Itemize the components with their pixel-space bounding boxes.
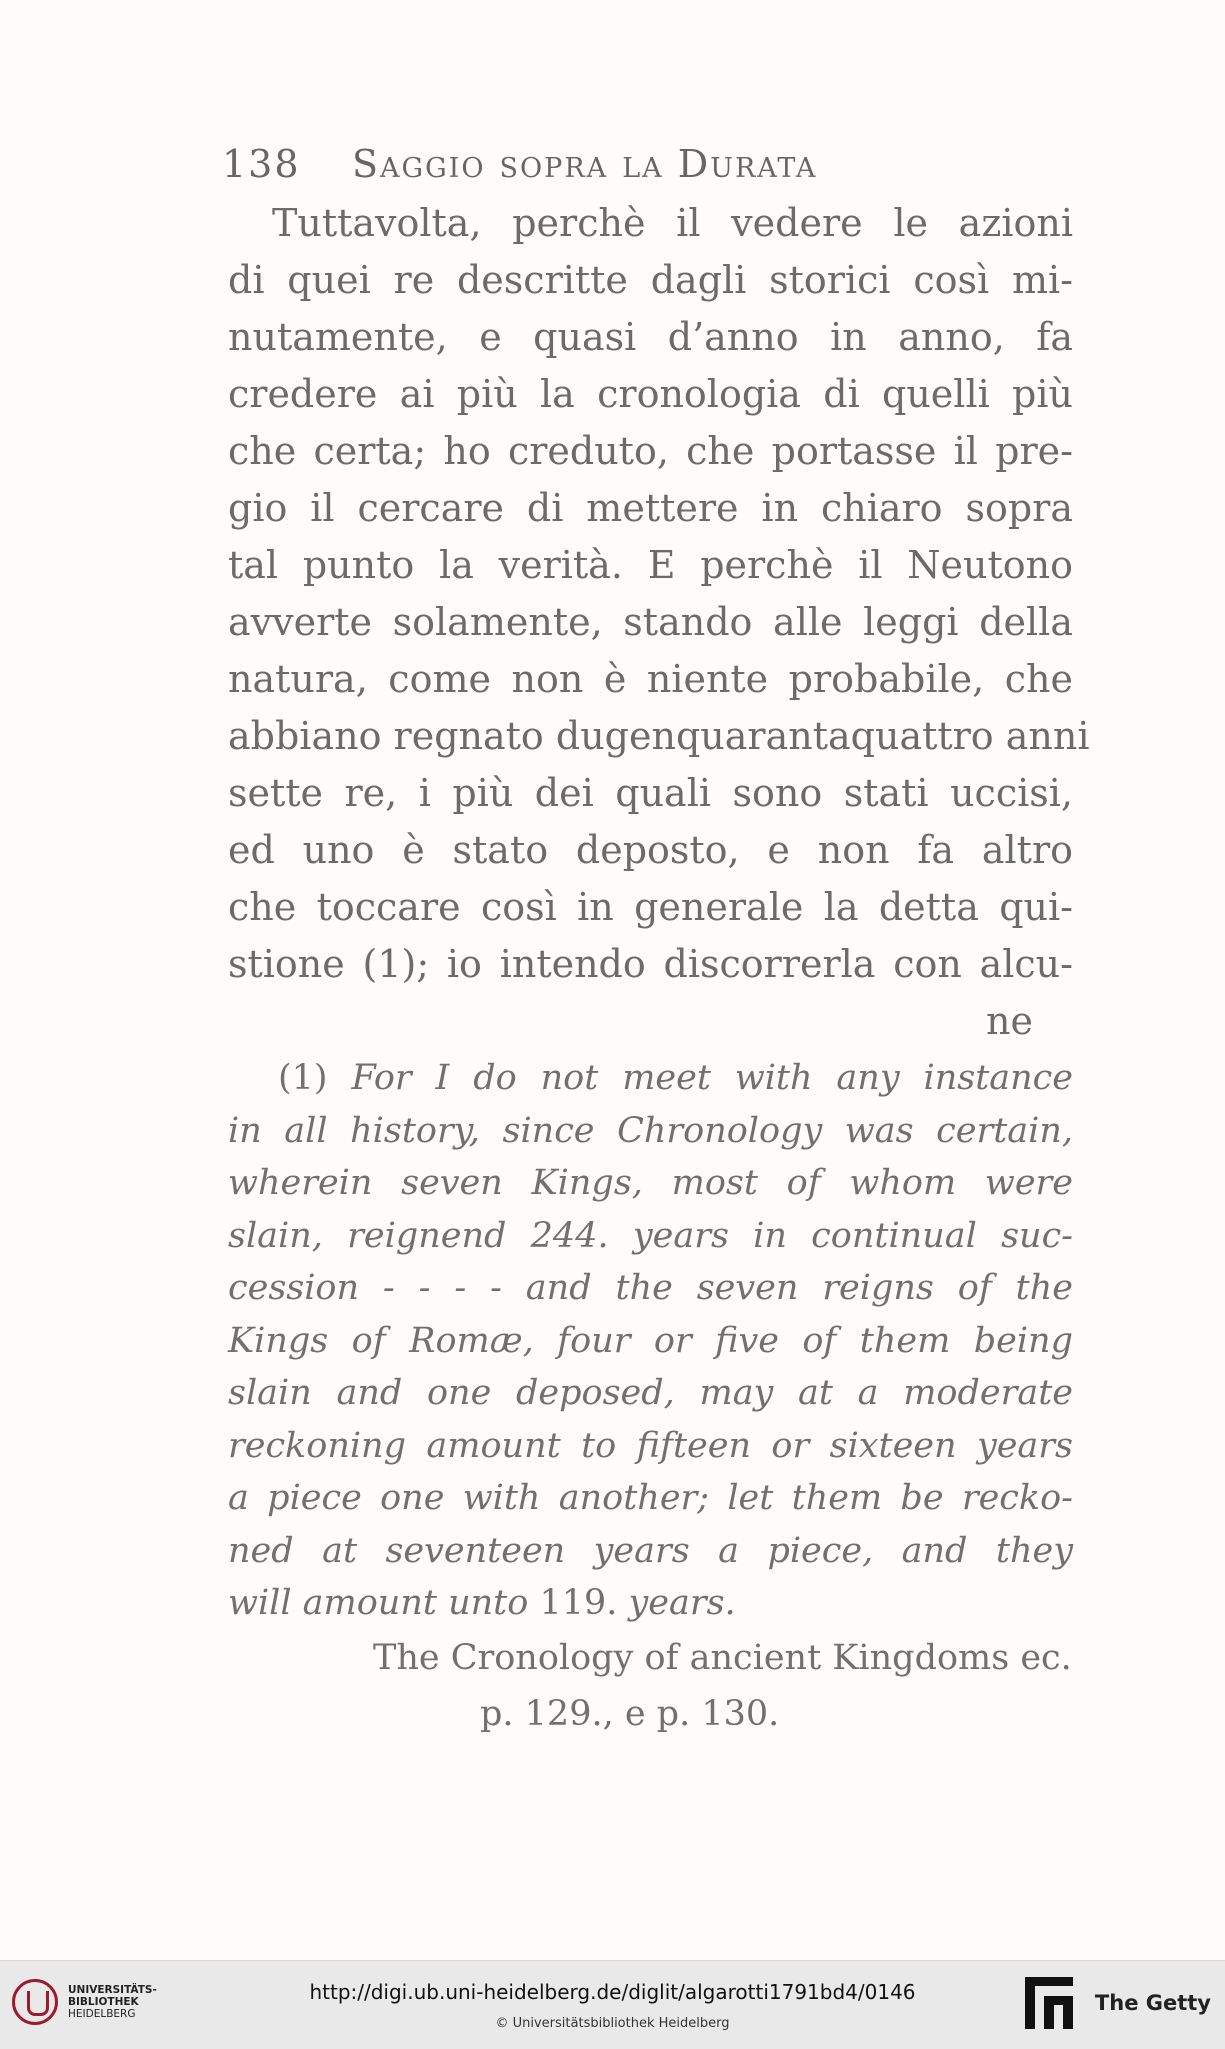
text-line: gio il cercare di mettere in chiaro sopra bbox=[228, 486, 1073, 530]
footnote bbox=[228, 1052, 1073, 1630]
footnote-marker: (1) bbox=[278, 1058, 328, 1098]
citation-title: The Cronology of ancient Kingdoms ec. bbox=[373, 1638, 1072, 1678]
viewer-footer bbox=[0, 1960, 1225, 2049]
footnote-line: reckoning amount to fifteen or sixteen years bbox=[228, 1425, 1073, 1466]
footnote-line: ned at seventeen years a piece, and they bbox=[228, 1530, 1073, 1571]
text-line: abbiano regnato dugenquarantaquattro anni bbox=[228, 714, 1090, 758]
footnote-last-end: years. bbox=[628, 1583, 736, 1623]
footnote-line: a piece one with another; let them be recko- bbox=[228, 1478, 1073, 1518]
text-line: che certa; ho creduto, che portasse il pre- bbox=[228, 429, 1073, 473]
footnote-line: wherein seven Kings, most of whom were bbox=[228, 1163, 1073, 1203]
running-head bbox=[222, 142, 1082, 192]
footnote-first-text: For I do not meet with any instance bbox=[351, 1058, 1073, 1098]
text-line: credere ai più la cronologia di quelli più bbox=[228, 372, 1073, 416]
footnote-years-number: 119. bbox=[539, 1583, 618, 1623]
text-line: Tuttavolta, perchè il vedere le azioni bbox=[272, 201, 1073, 245]
permalink-url[interactable]: http://digi.ub.uni-heidelberg.de/diglit/algarotti1791bd4/0146 bbox=[309, 1980, 916, 2004]
text-line: che toccare così in generale la detta qui- bbox=[228, 885, 1073, 929]
running-title: Saggio sopra la Durata bbox=[352, 142, 818, 186]
footnote-line bbox=[228, 1577, 1073, 1630]
copyright-notice: © Universitätsbibliothek Heidelberg bbox=[495, 2016, 730, 2031]
sponsor-name: The Getty bbox=[1094, 1991, 1211, 2015]
getty-logo[interactable] bbox=[1025, 1977, 1211, 2029]
library-name-line: UNIVERSITÄTS- bbox=[68, 1984, 157, 1996]
text-line: di quei re descritte dagli storici così mi- bbox=[228, 258, 1073, 302]
footnote-line: cession - - - - and the seven reigns of the bbox=[228, 1268, 1073, 1308]
text-line: avverte solamente, stando alle leggi della bbox=[228, 600, 1073, 644]
text-line: natura, come non è niente probabile, che bbox=[228, 657, 1073, 701]
footnote-citation bbox=[228, 1630, 1088, 1742]
footnote-line: in all history, since Chronology was certain, bbox=[228, 1110, 1073, 1151]
text-line: ed uno è stato deposto, e non fa altro bbox=[228, 828, 1073, 872]
footnote-line bbox=[228, 1052, 1073, 1105]
library-name-line: BIBLIOTHEK bbox=[68, 1996, 139, 2008]
footnote-line: slain, reignend 244. years in continual suc- bbox=[228, 1215, 1073, 1256]
footnote-line: Kings of Romæ, four or five of them being bbox=[228, 1320, 1073, 1361]
citation-pages: p. 129., e p. 130. bbox=[480, 1694, 780, 1734]
text-line: stione (1); io intendo discorrerla con alcu- bbox=[228, 942, 1073, 986]
catchword: ne bbox=[986, 999, 1033, 1043]
text-line: nutamente, e quasi d’anno in anno, fa bbox=[228, 315, 1073, 359]
text-line: sette re, i più dei quali sono stati uccisi, bbox=[228, 771, 1073, 815]
page-number: 138 bbox=[222, 142, 301, 186]
getty-mark-icon bbox=[1025, 1977, 1073, 2029]
footnote-line: slain and one deposed, may at a moderate bbox=[228, 1373, 1073, 1413]
footnote-last-text: will amount unto bbox=[228, 1583, 529, 1623]
library-name-line: HEIDELBERG bbox=[68, 2008, 136, 2020]
text-line: tal punto la verità. E perchè il Neutono bbox=[228, 543, 1073, 587]
main-text bbox=[228, 195, 1090, 1050]
